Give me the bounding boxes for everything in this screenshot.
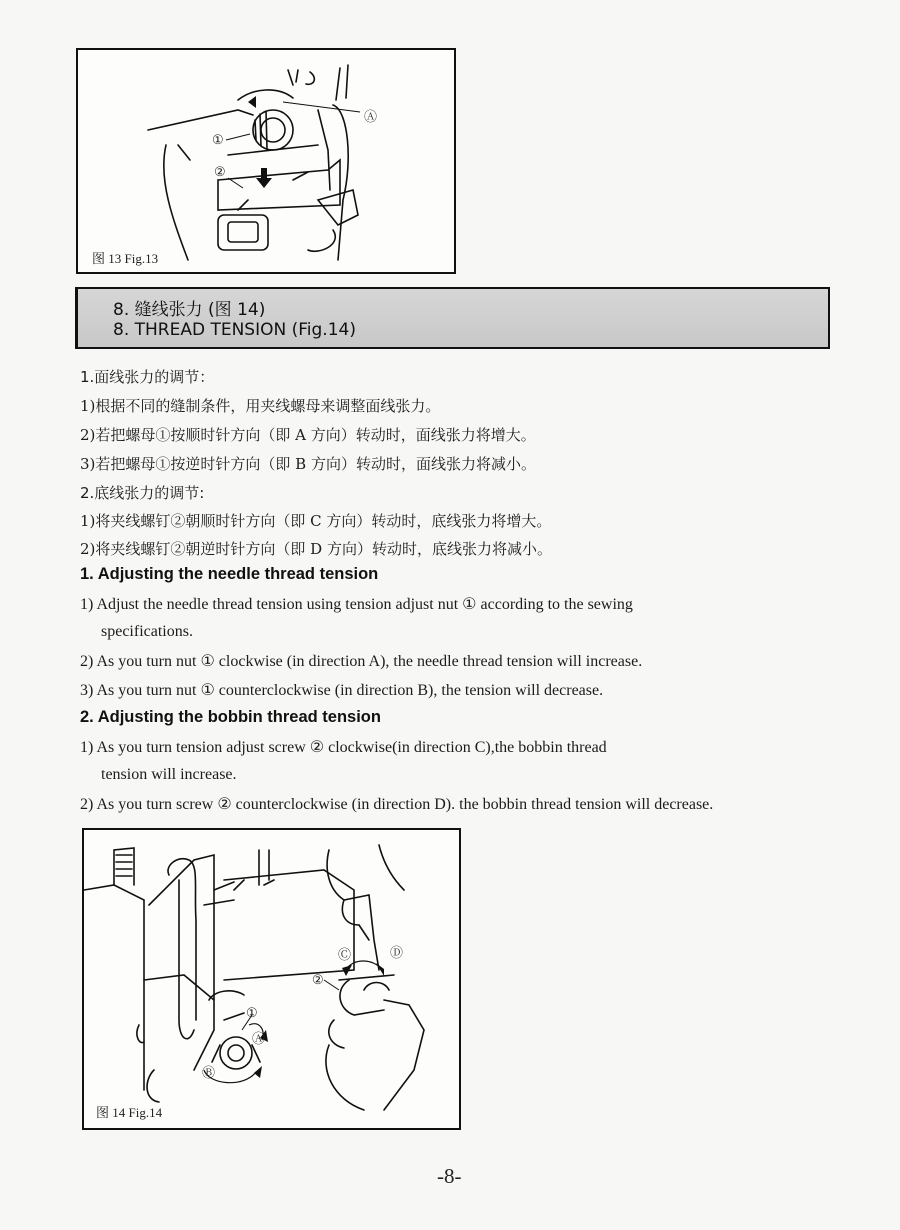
en-paragraph-1-continued: specifications. (101, 623, 193, 640)
figure-13 (76, 48, 456, 274)
figure-13-drawing (78, 50, 454, 272)
en-paragraph-3: 3) As you turn nut ① counterclockwise (in direction B), the tension will decrease. (80, 682, 604, 699)
en-paragraph-1: 1) Adjust the needle thread tension using tension adjust nut ① according to the sewing (80, 596, 633, 613)
section-header-thread-tension (75, 287, 830, 349)
en-heading-needle-tension: 1. Adjusting the needle thread tension (80, 565, 379, 583)
en-paragraph-4-continued: tension will increase. (101, 766, 237, 783)
figure-14-callout-direction-d: Ⓓ (390, 945, 404, 960)
zh-paragraph-2: 2)若把螺母①按顺时针方向（即 A 方向）转动时，面线张力将增大。 (80, 426, 536, 444)
figure-14-callout-direction-c: Ⓒ (338, 947, 352, 962)
figure-14-callout-screw: ② (312, 972, 324, 987)
zh-heading-bobbin-tension: 2.底线张力的调节: (80, 484, 205, 502)
figure-14-callout-direction-b: Ⓑ (202, 1065, 216, 1080)
figure-13-callout-direction-a: Ⓐ (364, 109, 378, 124)
en-heading-bobbin-tension: 2. Adjusting the bobbin thread tension (80, 708, 381, 726)
figure-13-caption: 图 13 Fig.13 (92, 251, 159, 266)
figure-14 (82, 828, 461, 1130)
zh-paragraph-5: 2)将夹线螺钉②朝逆时针方向（即 D 方向）转动时，底线张力将减小。 (80, 540, 552, 558)
section-title-zh: 8. 缝线张力 (图 14) (113, 300, 266, 320)
figure-14-callout-direction-a: Ⓐ (252, 1031, 266, 1046)
zh-paragraph-1: 1)根据不同的缝制条件，用夹线螺母来调整面线张力。 (80, 397, 441, 415)
figure-13-callout-nut: ① (212, 132, 224, 147)
zh-heading-needle-tension: 1.面线张力的调节： (80, 368, 215, 386)
en-paragraph-5: 2) As you turn screw ② counterclockwise (in direction D). the bobbin thread tension will decrease. (80, 796, 714, 813)
figure-13-callout-screw: ② (214, 164, 226, 179)
page-number: -8- (437, 1164, 462, 1188)
en-paragraph-2: 2) As you turn nut ① clockwise (in direction A), the needle thread tension will increase. (80, 653, 643, 670)
figure-14-drawing (84, 830, 459, 1128)
zh-paragraph-3: 3)若把螺母①按逆时针方向（即 B 方向）转动时，面线张力将减小。 (80, 455, 536, 473)
zh-paragraph-4: 1)将夹线螺钉②朝顺时针方向（即 C 方向）转动时，底线张力将增大。 (80, 512, 552, 530)
figure-14-callout-nut: ① (246, 1005, 258, 1020)
section-title-en: 8. THREAD TENSION (Fig.14) (113, 320, 356, 340)
figure-14-caption: 图 14 Fig.14 (96, 1105, 163, 1120)
en-paragraph-4: 1) As you turn tension adjust screw ② clockwise(in direction C),the bobbin thread (80, 739, 607, 756)
